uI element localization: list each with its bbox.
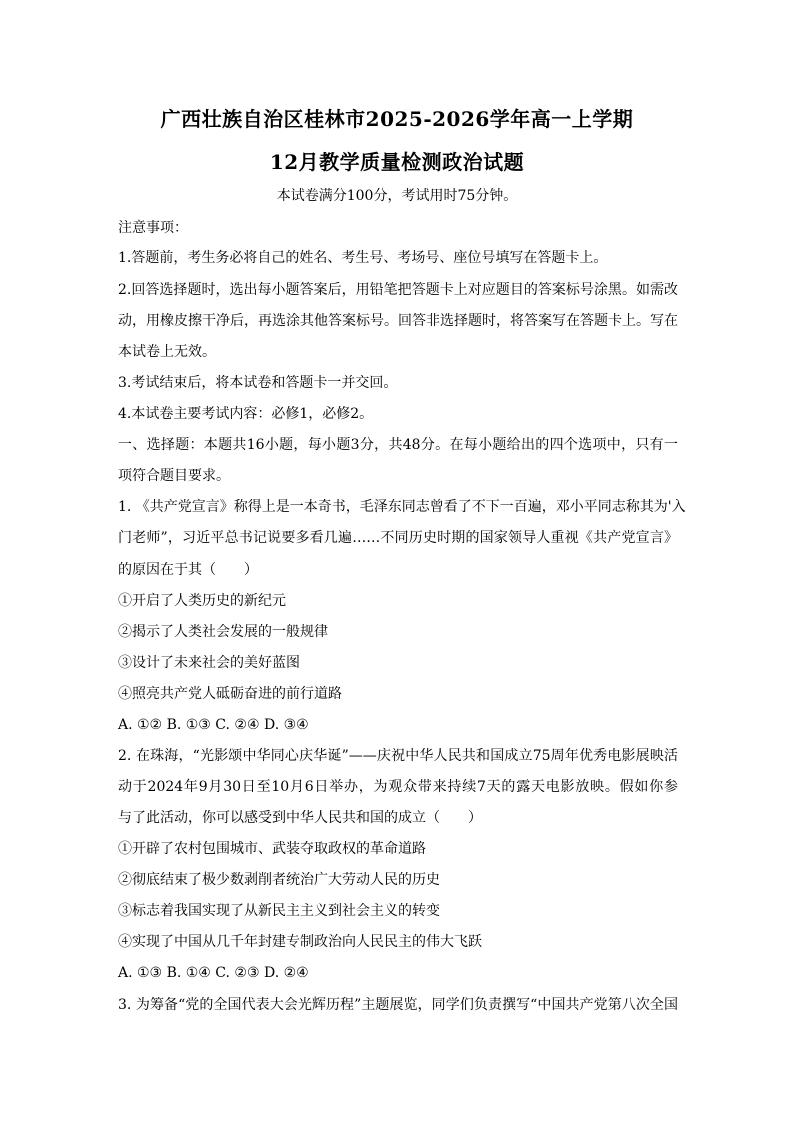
question-2-option-1: ①开辟了农村包围城市、武装夺取政权的革命道路	[118, 841, 426, 857]
section-1-intro-line-2: 项符合题目要求。	[118, 468, 230, 484]
note-item-3: 3.考试结束后，将本试卷和答题卡一并交回。	[118, 375, 398, 391]
question-1-stem-line-1: 1. 《共产党宣言》称得上是一本奇书，毛泽东同志曾看了不下一百遍，邓小平同志称其为'入	[118, 499, 686, 515]
question-1-option-1: ①开启了人类历史的新纪元	[118, 593, 286, 609]
question-2-choices: A. ①③ B. ①④ C. ②③ D. ②④	[118, 965, 309, 981]
question-2-stem-line-1: 2. 在珠海，“光影颂中华同心庆华诞”——庆祝中华人民共和国成立75周年优秀电影展映活	[118, 748, 678, 764]
notes-heading: 注意事项：	[118, 220, 188, 236]
exam-subtitle: 本试卷满分100分，考试用时75分钟。	[276, 188, 518, 204]
note-item-2-line-1: 2.回答选择题时，选出每小题答案后，用铅笔把答题卡上对应题目的答案标号涂黑。如需改	[118, 282, 678, 298]
exam-title-line-1: 广西壮族自治区桂林市2025-2026学年高一上学期	[160, 107, 634, 131]
question-2-stem-line-3: 与了此活动，你可以感受到中华人民共和国的成立（ ）	[118, 810, 482, 826]
note-item-4: 4.本试卷主要考试内容：必修1，必修2。	[118, 406, 374, 422]
section-1-intro-line-1: 一、选择题：本题共16小题，每小题3分，共48分。在每小题给出的四个选项中，只有一	[118, 437, 678, 453]
note-item-2-line-3: 本试卷上无效。	[118, 344, 216, 360]
question-1-option-2: ②揭示了人类社会发展的一般规律	[118, 624, 328, 640]
question-1-option-4: ④照亮共产党人砥砺奋进的前行道路	[118, 686, 342, 702]
question-1-choices: A. ①② B. ①③ C. ②④ D. ③④	[118, 717, 309, 733]
question-1-stem-line-2: 门老师”，习近平总书记说要多看几遍……不同历史时期的国家领导人重视《共产党宣言》	[118, 530, 678, 546]
question-1-stem-line-3: 的原因在于其（ ）	[118, 562, 258, 578]
exam-title-line-2: 12月教学质量检测政治试题	[269, 150, 525, 174]
question-2-option-2: ②彻底结束了极少数剥削者统治广大劳动人民的历史	[118, 872, 440, 888]
question-2-option-4: ④实现了中国从几千年封建专制政治向人民民主的伟大飞跃	[118, 934, 482, 950]
note-item-1: 1.答题前，考生务必将自己的姓名、考生号、考场号、座位号填写在答题卡上。	[118, 250, 608, 266]
question-2-option-3: ③标志着我国实现了从新民主主义到社会主义的转变	[118, 903, 440, 919]
note-item-2-line-2: 动，用橡皮擦干净后，再选涂其他答案标号。回答非选择题时，将答案写在答题卡上。写在	[118, 313, 678, 329]
question-2-stem-line-2: 动于2024年9月30日至10月6日举办，为观众带来持续7天的露天电影放映。假如你参	[118, 779, 678, 795]
question-3-stem-line-1: 3. 为筹备“党的全国代表大会光辉历程”主题展览，同学们负责撰写“中国共产党第八次全国	[118, 997, 678, 1013]
question-1-option-3: ③设计了未来社会的美好蓝图	[118, 655, 300, 671]
